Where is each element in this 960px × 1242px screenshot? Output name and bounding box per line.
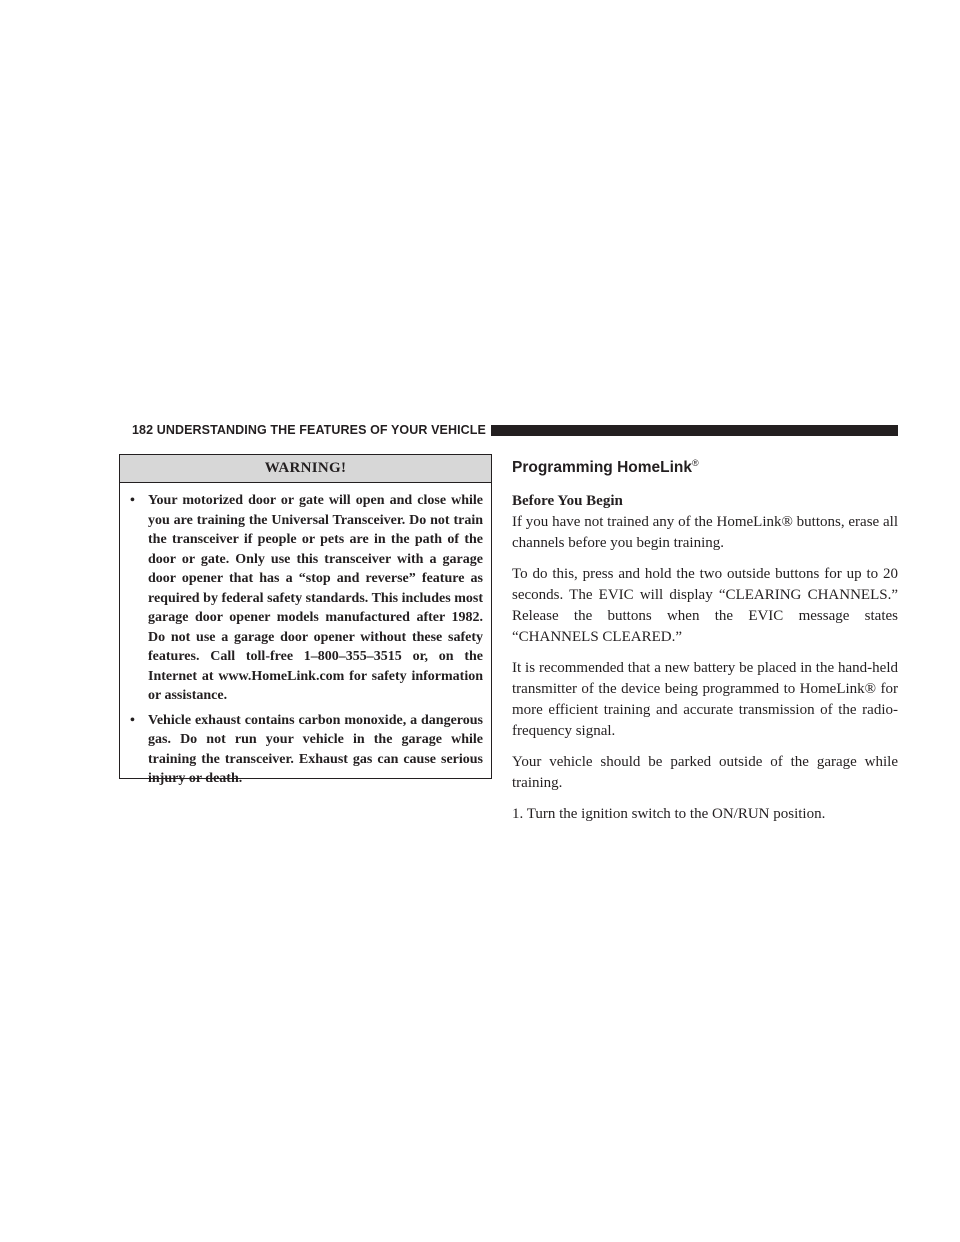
section-title	[512, 453, 898, 478]
registered-mark: ®	[692, 458, 699, 468]
paragraph: Your vehicle should be parked outside of the garage while training.	[512, 754, 898, 792]
paragraph: If you have not trained any of the HomeLink® buttons, erase all channels before you begin training.	[512, 514, 898, 552]
subheading-before-you-begin: Before You Begin	[512, 493, 623, 510]
warning-item-text: Your motorized door or gate will open and close while you are training the Universal Transceiver. Do not train the transceiver if people or pets are in the path of the door or gate. Only use this transceiver with a garage door opener that has a “stop and reverse” feature as required by federal safety standards. This includes most garage door opener models manufactured after 1982. Do not use a garage door opener without these safety features. Call toll-free 1–800–355–3515 or, on the Internet at www.HomeLink.com for safety information or assistance.	[148, 493, 483, 703]
warning-item	[120, 491, 483, 706]
paragraph: 1. Turn the ignition switch to the ON/RUN position.	[512, 806, 826, 823]
warning-box	[119, 454, 492, 786]
warning-item-text: Vehicle exhaust contains carbon monoxide, a dangerous gas. Do not run your vehicle in the garage while training the transceiver. Exhaust gas can cause serious injury or death.	[148, 712, 483, 786]
bullet-icon: •	[130, 712, 135, 728]
page-header-text: 182 UNDERSTANDING THE FEATURES OF YOUR VEHICLE	[132, 423, 486, 437]
bullet-icon: •	[130, 493, 135, 508]
page-header	[132, 423, 898, 437]
warning-item	[120, 711, 483, 789]
warning-title: WARNING!	[120, 455, 491, 483]
main-column	[512, 453, 898, 835]
paragraph: It is recommended that a new battery be placed in the hand-held transmitter of the device being programmed to HomeLink® for more efficient training and accurate transmission of the radio-frequency signal.	[512, 660, 898, 740]
section-title-text: Programming HomeLink	[512, 459, 692, 477]
paragraph: To do this, press and hold the two outside buttons for up to 20 seconds. The EVIC will display “CLEARING CHANNELS.” Release the buttons when the EVIC message states “CHANNELS CLEARED.”	[512, 566, 898, 646]
header-rule	[491, 425, 898, 436]
warning-list	[120, 483, 491, 789]
